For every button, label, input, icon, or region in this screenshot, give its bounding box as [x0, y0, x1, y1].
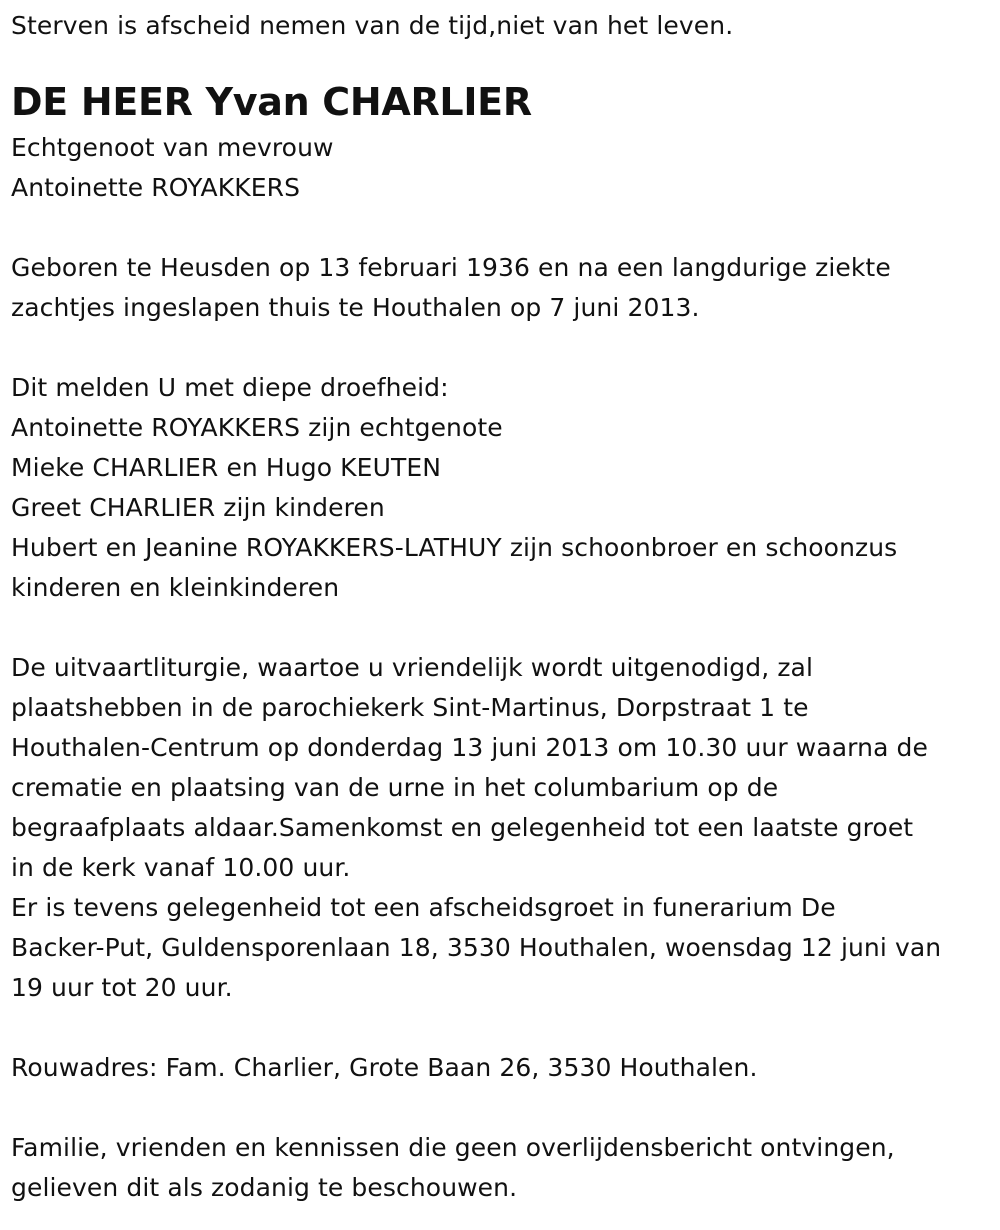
paragraph-spacer: [11, 608, 991, 648]
motto-text: Sterven is afscheid nemen van de tijd,niet van het leven.: [11, 11, 734, 40]
mourners-line: Dit melden U met diepe droefheid:: [11, 373, 449, 402]
paragraph-spacer: [11, 208, 991, 248]
funeral-line: plaatshebben in de parochiekerk Sint-Martinus, Dorpstraat 1 te: [11, 693, 809, 722]
funeral-line: Houthalen-Centrum op donderdag 13 juni 2013 om 10.30 uur waarna de: [11, 733, 928, 762]
funeral-line: in de kerk vanaf 10.00 uur.: [11, 853, 351, 882]
birth-line: zachtjes ingeslapen thuis te Houthalen op 7 juni 2013.: [11, 293, 700, 322]
mourning-address: Rouwadres: Fam. Charlier, Grote Baan 26, 3530 Houthalen.: [11, 1053, 758, 1082]
paragraph-spacer: [11, 328, 991, 368]
closing-line: Familie, vrienden en kennissen die geen overlijdensbericht ontvingen,: [11, 1133, 895, 1162]
funeral-line: begraafplaats aldaar.Samenkomst en gelegenheid tot een laatste groet: [11, 813, 914, 842]
mourners-line: Greet CHARLIER zijn kinderen: [11, 493, 385, 522]
funeral-line: crematie en plaatsing van de urne in het columbarium op de: [11, 773, 779, 802]
birth-line: Geboren te Heusden op 13 februari 1936 en na een langdurige ziekte: [11, 253, 891, 282]
funeral-line: Backer-Put, Guldensporenlaan 18, 3530 Houthalen, woensdag 12 juni van: [11, 933, 942, 962]
funeral-line: Er is tevens gelegenheid tot een afscheidsgroet in funerarium De: [11, 893, 836, 922]
obituary-notice: [11, 8, 991, 1208]
birth-section: [11, 248, 991, 328]
funeral-line: 19 uur tot 20 uur.: [11, 973, 233, 1002]
mourners-line: Mieke CHARLIER en Hugo KEUTEN: [11, 453, 442, 482]
closing-line: gelieven dit als zodanig te beschouwen.: [11, 1173, 518, 1202]
deceased-name-heading: DE HEER Yvan CHARLIER: [11, 80, 532, 124]
closing-section: [11, 1128, 991, 1208]
spouse-section: [11, 128, 991, 208]
paragraph-spacer: [11, 1008, 991, 1048]
funeral-line: De uitvaartliturgie, waartoe u vriendelijk wordt uitgenodigd, zal: [11, 653, 814, 682]
mourners-line: Antoinette ROYAKKERS zijn echtgenote: [11, 413, 503, 442]
funeral-section: [11, 648, 991, 1008]
mourners-line: Hubert en Jeanine ROYAKKERS-LATHUY zijn schoonbroer en schoonzus: [11, 533, 898, 562]
paragraph-spacer: [11, 1088, 991, 1128]
spouse-line: Antoinette ROYAKKERS: [11, 173, 301, 202]
mourners-section: [11, 368, 991, 608]
mourners-line: kinderen en kleinkinderen: [11, 573, 340, 602]
spouse-line: Echtgenoot van mevrouw: [11, 133, 334, 162]
